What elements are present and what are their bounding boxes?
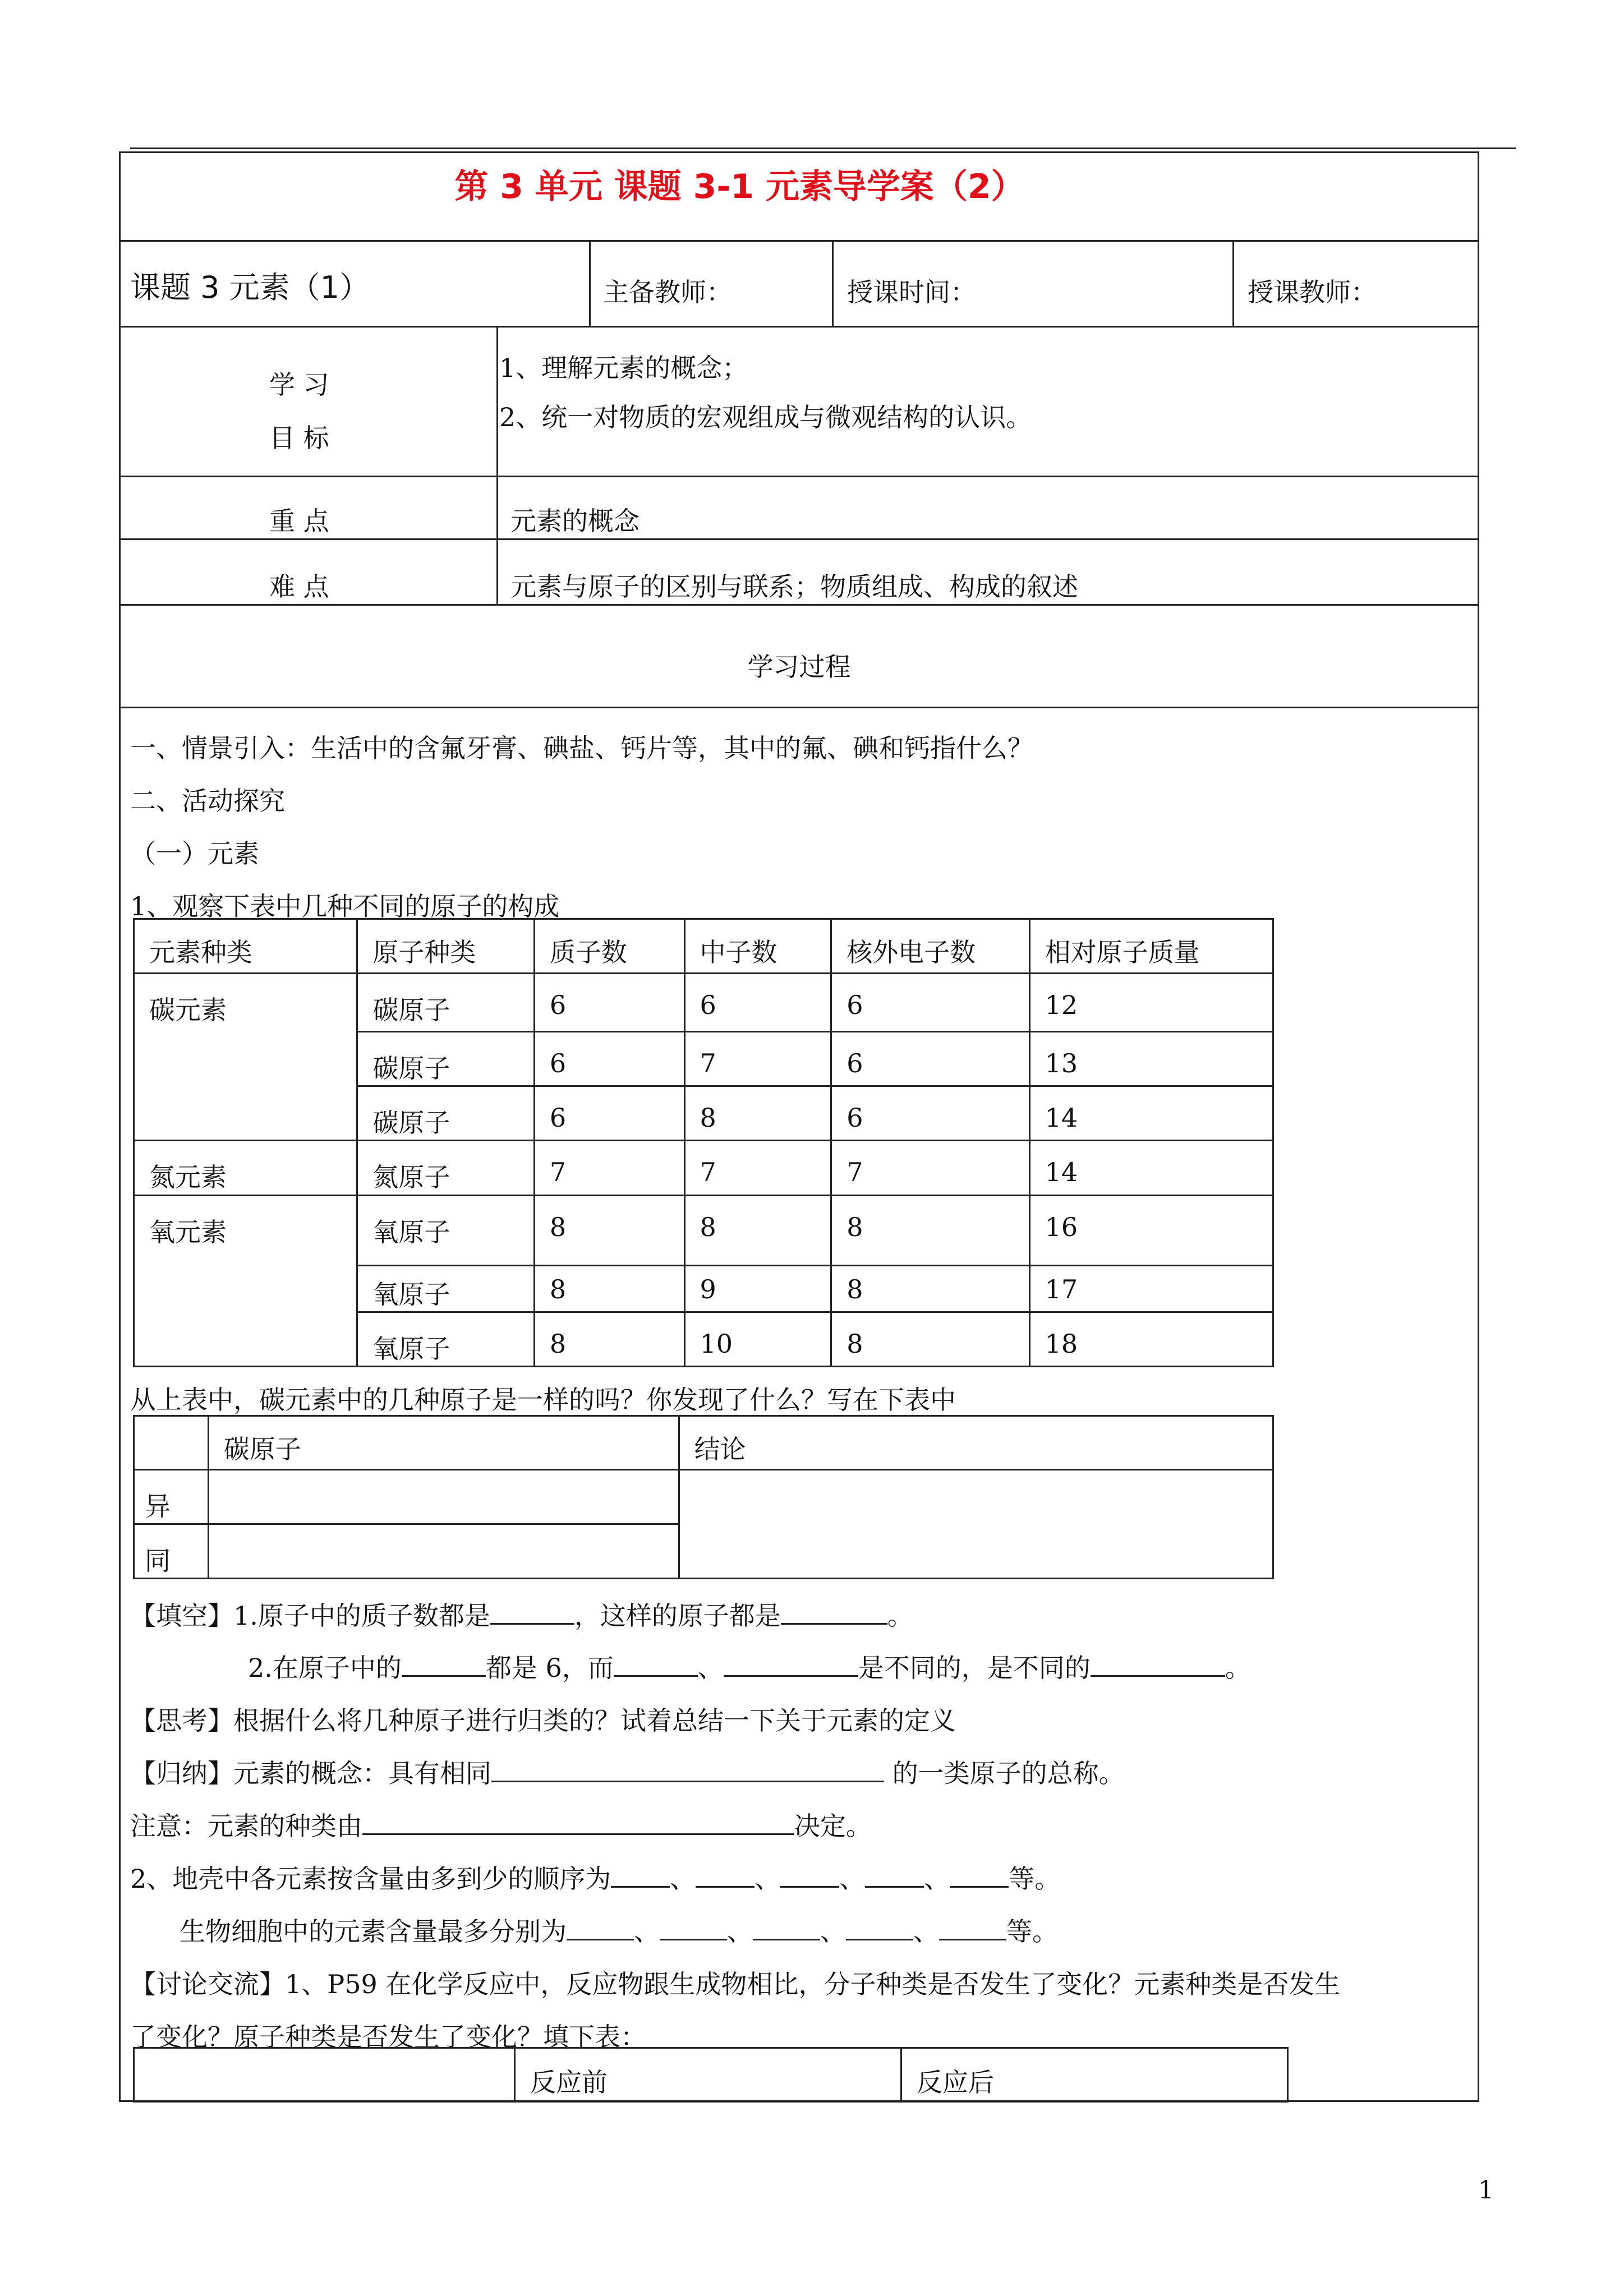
discussion-text: 1、P59 在化学反应中，反应物跟生成物相比，分子种类是否发生了变化？元素种类是否发生: [285, 1969, 1341, 1999]
table-cell: 10: [684, 1312, 831, 1367]
reaction-col-header: 反应后: [901, 2048, 1287, 2102]
col-divider: [496, 326, 498, 604]
fill-line-2: [248, 1648, 1251, 1685]
element-cell: 氧元素: [134, 1196, 357, 1367]
answer-blank[interactable]: [490, 1596, 574, 1625]
crust-sep: 、: [839, 1864, 866, 1894]
top-rule: [130, 147, 1516, 149]
crust-text: 2、地壳中各元素按含量由多到少的顺序为: [130, 1864, 611, 1894]
row-divider: [121, 476, 1478, 477]
crust-end: 等。: [1009, 1864, 1061, 1894]
teacher-label: 授课教师：: [1248, 277, 1377, 307]
table-cell: 14: [1029, 1141, 1273, 1196]
summary-tag: 【归纳】: [130, 1758, 233, 1788]
discussion-tag: 【讨论交流】: [130, 1969, 285, 1999]
row-divider: [121, 538, 1478, 540]
answer-blank[interactable]: [614, 1648, 698, 1677]
compare-table: [133, 1415, 1274, 1579]
fill-text: 2.在原子中的: [248, 1653, 402, 1683]
think-line: [130, 1700, 956, 1737]
col-divider: [1232, 240, 1234, 326]
process-heading: 学习过程: [747, 652, 851, 682]
table-cell: 碳原子: [357, 974, 535, 1032]
activity-heading: 二、活动探究: [130, 786, 285, 816]
fill-text: 。: [887, 1601, 913, 1631]
table-cell: 6: [831, 1086, 1029, 1141]
table-cell: 氧原子: [357, 1196, 535, 1266]
answer-blank[interactable]: [567, 1912, 634, 1940]
answer-blank[interactable]: [780, 1859, 839, 1888]
answer-blank[interactable]: [939, 1912, 1006, 1940]
fill-text: 1.原子中的质子数都是: [233, 1601, 490, 1631]
fill-text: 。: [1225, 1653, 1251, 1683]
reaction-table: [133, 2047, 1289, 2103]
think-text: 根据什么将几种原子进行归类的？试着总结一下关于元素的定义: [233, 1705, 956, 1736]
table-cell: 13: [1029, 1032, 1273, 1086]
note-text: 注意：元素的种类由: [130, 1811, 362, 1841]
key-point-text: 元素的概念: [510, 506, 640, 536]
conclusion-answer-cell[interactable]: [679, 1470, 1273, 1579]
lesson-time-label: 授课时间：: [847, 277, 976, 307]
table-cell: 氮原子: [357, 1141, 535, 1196]
cell-sep: 、: [727, 1916, 753, 1947]
table-cell: 碳原子: [357, 1032, 535, 1086]
key-point-label: 重 点: [269, 506, 329, 536]
table-cell: 9: [684, 1266, 831, 1312]
think-tag: 【思考】: [130, 1705, 233, 1736]
objective-item: 1、理解元素的概念；: [499, 353, 748, 383]
row-divider: [121, 707, 1478, 708]
observe-heading: 1、观察下表中几种不同的原子的构成: [130, 891, 560, 921]
crust-sep: 、: [755, 1864, 781, 1894]
compare-corner-cell: [134, 1416, 209, 1470]
table-header: 相对原子质量: [1029, 919, 1273, 974]
fill-line-1: [130, 1596, 913, 1633]
answer-blank[interactable]: [611, 1859, 670, 1888]
table-cell: 12: [1029, 974, 1273, 1032]
answer-blank[interactable]: [1091, 1648, 1225, 1677]
table-header: 中子数: [684, 919, 831, 974]
atom-table: [133, 918, 1274, 1367]
table-header: 核外电子数: [831, 919, 1029, 974]
table-cell: 7: [684, 1032, 831, 1086]
answer-blank[interactable]: [846, 1912, 913, 1940]
answer-blank[interactable]: [402, 1648, 486, 1677]
table-cell: 7: [684, 1141, 831, 1196]
answer-blank[interactable]: [950, 1859, 1009, 1888]
page-title: 第 3 单元 课题 3-1 元素导学案（2）: [454, 167, 1025, 206]
table-cell: 8: [684, 1086, 831, 1141]
col-divider: [589, 240, 591, 326]
table-cell: 氧原子: [357, 1266, 535, 1312]
table-cell: 8: [534, 1312, 684, 1367]
table-header-row: [134, 919, 1273, 974]
crust-sep: 、: [924, 1864, 950, 1894]
table-cell: 8: [831, 1266, 1029, 1312]
table-cell: 14: [1029, 1086, 1273, 1141]
table-cell: 6: [831, 974, 1029, 1032]
table-cell: 7: [831, 1141, 1029, 1196]
table-cell: 碳原子: [357, 1086, 535, 1141]
table-cell: 6: [684, 974, 831, 1032]
subsection-heading: （一）元素: [130, 838, 259, 869]
summary-text: 的一类原子的总称。: [892, 1758, 1125, 1788]
topic-label: 课题 3 元素（1）: [130, 270, 370, 305]
table-row: [134, 974, 1273, 1032]
answer-blank[interactable]: [362, 1806, 794, 1835]
summary-line: [130, 1753, 1125, 1790]
answer-blank[interactable]: [781, 1596, 887, 1625]
table-cell: 6: [831, 1032, 1029, 1086]
cell-sep: 、: [913, 1916, 939, 1947]
objective-item: 2、统一对物质的宏观组成与微观结构的认识。: [499, 402, 1032, 432]
table-cell: 18: [1029, 1312, 1273, 1367]
objectives-label-line1: 学 习: [269, 370, 329, 400]
table-cell: 17: [1029, 1266, 1273, 1312]
intro-line: 一、情景引入：生活中的含氟牙膏、碘盐、钙片等，其中的氟、碘和钙指什么？: [130, 733, 1033, 763]
table-header: 元素种类: [134, 919, 357, 974]
compare-row-label: 异: [134, 1470, 209, 1524]
table-cell: 8: [684, 1196, 831, 1266]
reaction-col-header: 反应前: [514, 2048, 901, 2102]
table-cell: 8: [534, 1196, 684, 1266]
compare-col-header: 结论: [679, 1416, 1273, 1470]
answer-blank[interactable]: [753, 1912, 820, 1940]
answer-blank[interactable]: [696, 1859, 755, 1888]
answer-blank[interactable]: [491, 1754, 884, 1782]
answer-blank[interactable]: [724, 1648, 858, 1677]
table-row: [134, 1196, 1273, 1266]
discussion-line-2: 了变化？原子种类是否发生了变化？填下表：: [130, 2022, 646, 2052]
table-cell: 6: [534, 1086, 684, 1141]
objectives-label-line2: 目 标: [269, 423, 329, 453]
fill-text: 、: [697, 1653, 724, 1683]
table-header: 原子种类: [357, 919, 535, 974]
discussion-line-1: [130, 1964, 1340, 2001]
difficult-point-label: 难 点: [269, 571, 329, 602]
note-text: 决定。: [794, 1811, 872, 1841]
cell-end: 等。: [1006, 1916, 1058, 1947]
table-cell: 8: [831, 1196, 1029, 1266]
crust-sep: 、: [670, 1864, 696, 1894]
table-cell: 6: [534, 1032, 684, 1086]
difficult-point-text: 元素与原子的区别与联系；物质组成、构成的叙述: [510, 571, 1078, 602]
compare-row-label: 同: [134, 1524, 209, 1579]
table-cell: 7: [534, 1141, 684, 1196]
fill-text: ，这样的原子都是: [574, 1601, 781, 1631]
fill-text: 都是 6，而: [485, 1653, 614, 1683]
cell-text: 生物细胞中的元素含量最多分别为: [180, 1916, 567, 1947]
compare-col-header: 碳原子: [208, 1416, 679, 1470]
col-divider: [832, 240, 834, 326]
cell-sep: 、: [634, 1916, 660, 1947]
table-header: 质子数: [534, 919, 684, 974]
row-divider: [121, 604, 1478, 606]
element-cell: 氮元素: [134, 1141, 357, 1196]
answer-blank[interactable]: [865, 1859, 924, 1888]
reaction-corner-cell: [134, 2048, 515, 2102]
compare-answer-cell[interactable]: [208, 1470, 679, 1524]
fill-text: 是不同的，是不同的: [858, 1653, 1091, 1683]
note-line: [130, 1806, 872, 1843]
table-cell: 8: [534, 1266, 684, 1312]
cell-line: [180, 1911, 1058, 1948]
lead-teacher-label: 主备教师：: [603, 277, 732, 307]
page-number: 1: [1478, 2176, 1494, 2205]
row-divider: [121, 240, 1478, 242]
table-cell: 8: [831, 1312, 1029, 1367]
question-line: 从上表中，碳元素中的几种原子是一样的吗？你发现了什么？写在下表中: [130, 1385, 956, 1415]
cell-sep: 、: [820, 1916, 846, 1947]
element-cell: 碳元素: [134, 974, 357, 1141]
answer-blank[interactable]: [660, 1912, 727, 1940]
table-cell: 16: [1029, 1196, 1273, 1266]
fill-tag: 【填空】: [130, 1601, 233, 1631]
table-row: [134, 1141, 1273, 1196]
compare-answer-cell[interactable]: [208, 1524, 679, 1579]
summary-text: 元素的概念：具有相同: [233, 1758, 491, 1788]
table-cell: 氧原子: [357, 1312, 535, 1367]
table-cell: 6: [534, 974, 684, 1032]
row-divider: [121, 326, 1478, 328]
crust-line: [130, 1859, 1060, 1896]
